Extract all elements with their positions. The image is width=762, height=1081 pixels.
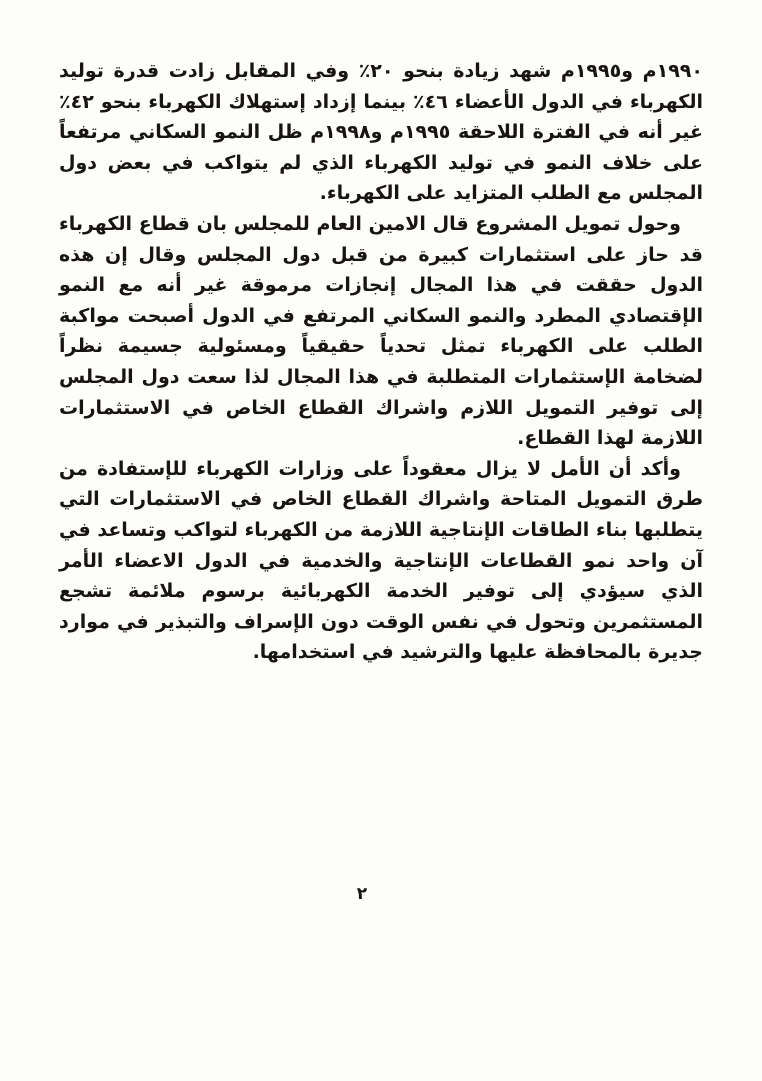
paragraph-private-sector-investment: وأكد أن الأمل لا يزال معقوداً على وزارات الكهرباء للإستفادة من طرق التمويل المتاحة واشراك القطاع الخاص في الاستثمارات التي يتطلبها بناء الطاقات الإنتاجية اللازمة من الكهرباء لتواكب وتساعد في آن واحد نمو القطاعات الإنتاجية والخدمية في الدول الاعضاء الأمر الذي سيؤدي إلى توفير الخدمة الكهربائية برسوم ملائمة تشجع المستثمرين وتحول في نفس الوقت دون الإسراف والتبذير في موارد جديرة بالمحافظة عليها والترشيد في استخدامها. <box>59 457 703 664</box>
document-text <box>59 56 703 668</box>
page-number: ٢ <box>356 884 368 904</box>
paragraph-electricity-growth: ١٩٩٠م و١٩٩٥م شهد زيادة بنحو ٢٠٪ وفي المقابل زادت قدرة توليد الكهرباء في الدول الأعضاء ٤٦٪ بينما إزداد إستهلاك الكهرباء بنحو ٤٢٪ غير أنه في الفترة اللاحقة ١٩٩٥م و١٩٩٨م ظل النمو السكاني مرتفعاً على خلاف النمو في توليد الكهرباء الذي لم يتواكب في بعض دول المجلس مع الطلب المتزايد على الكهرباء. <box>59 60 703 205</box>
paragraph-project-financing: وحول تمويل المشروع قال الامين العام للمجلس بان قطاع الكهرباء قد حاز على استثمارات كبيرة من قبل دول المجلس وقال إن هذه الدول حققت في هذا المجال إنجازات مرموقة غير أنه مع النمو الإقتصادي المطرد والنمو السكاني المرتفع في الدول أصبحت مواكبة الطلب على الكهرباء تمثل تحدياً حقيقياً ومسئولية جسيمة نظراً لضخامة الإستثمارات المتطلبة في هذا المجال لذا سعت دول المجلس إلى توفير التمويل اللازم واشراك القطاع الخاص في الاستثمارات اللازمة لهذا القطاع. <box>59 212 703 450</box>
